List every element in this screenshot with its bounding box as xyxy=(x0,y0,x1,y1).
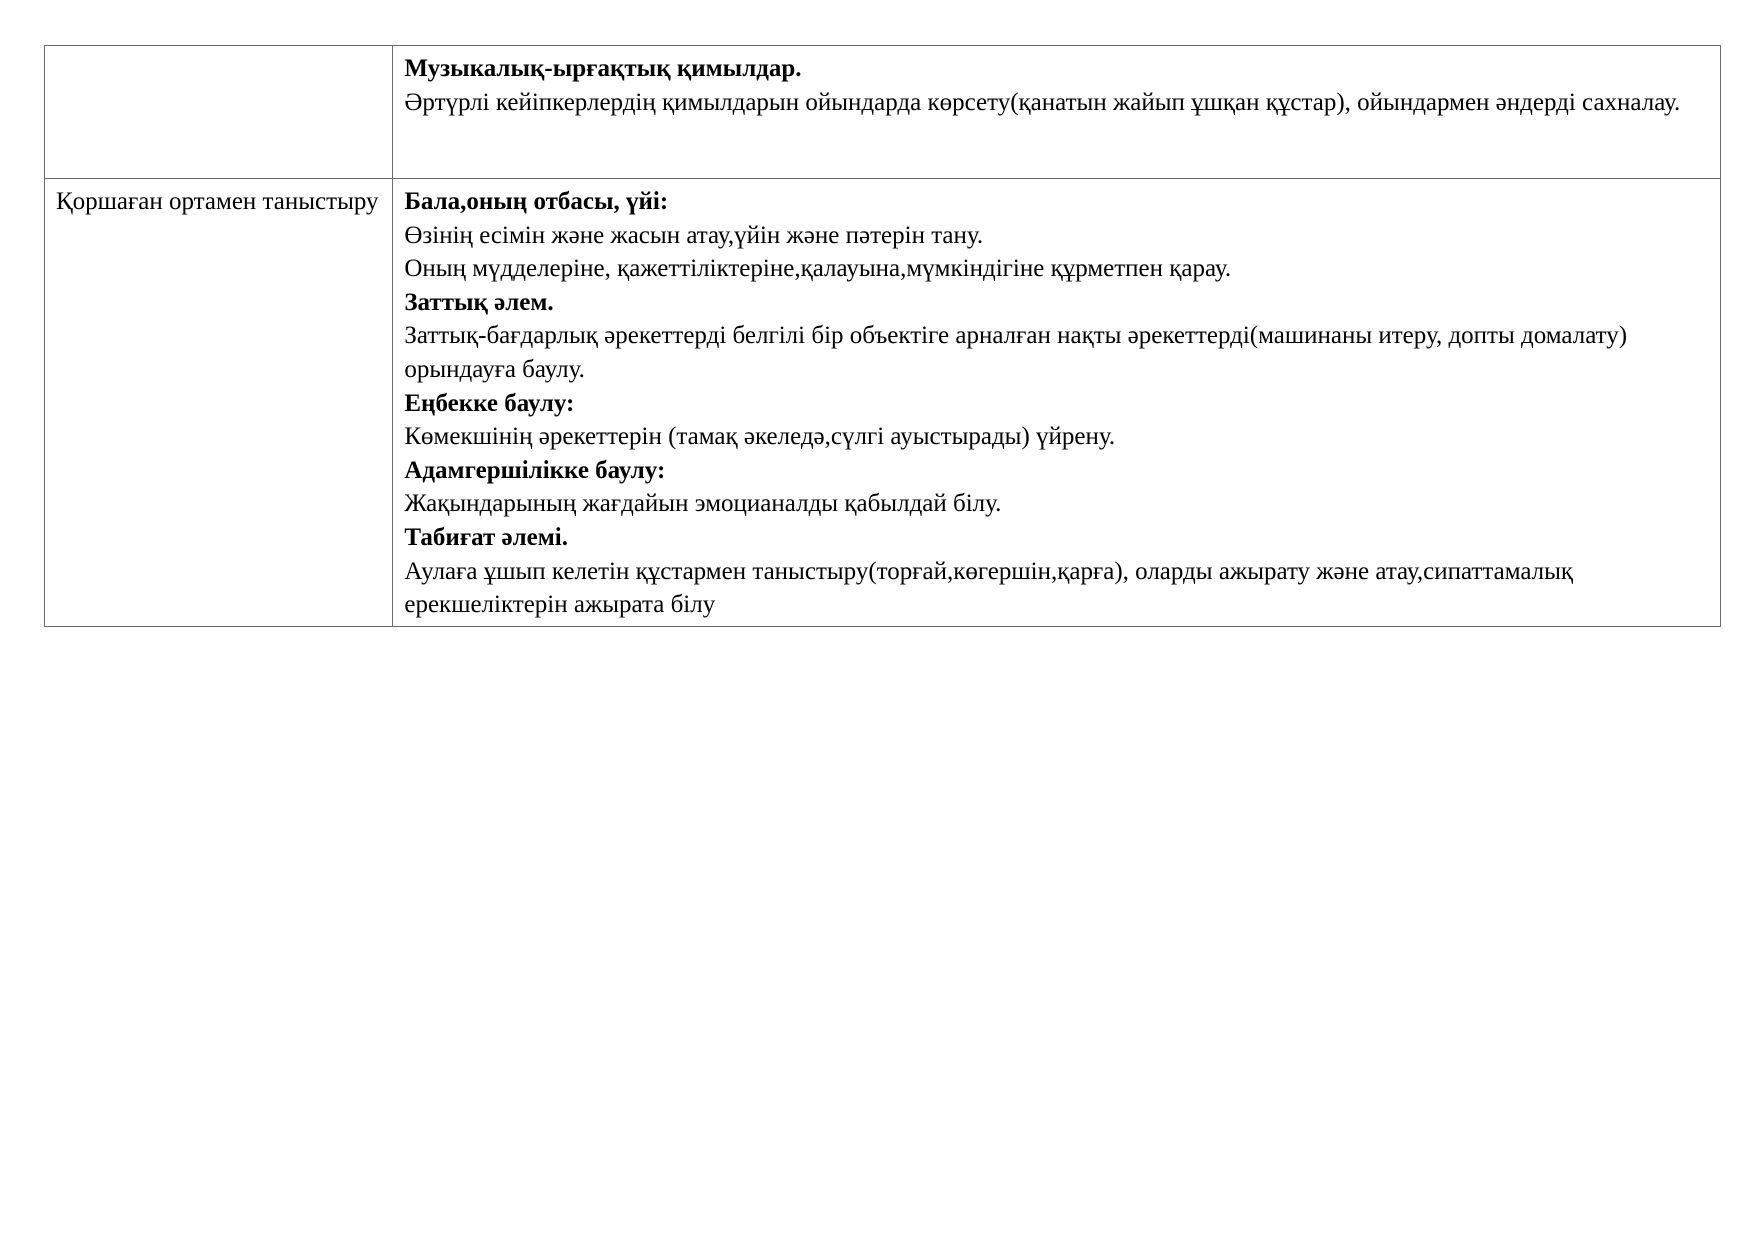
section-label-cell xyxy=(45,46,393,179)
objects-heading: Заттық әлем. xyxy=(404,288,554,316)
music-text: Әртүрлі кейіпкерлердің қимылдарын ойындарда көрсету(қанатын жайып ұшқан құстар), ойындармен әндерді сахналау. xyxy=(404,88,1681,116)
table-row-environment xyxy=(45,179,1721,627)
nature-heading: Табиғат әлемі. xyxy=(404,523,568,551)
content-cell xyxy=(393,179,1721,627)
nature-text: Аулаға ұшып келетін құстармен таныстыру(торғай,көгершін,қарға), оларды ажырату және атау,сипаттамалық ерекшеліктерін ажырата білу xyxy=(404,557,1574,619)
section-label-cell: Қоршаған ортамен таныстыру xyxy=(45,179,393,627)
family-heading: Бала,оның отбасы, үйі: xyxy=(404,188,669,215)
table-row-music xyxy=(45,46,1721,179)
family-text: Өзінің есімін және жасын атау,үйін және пәтерін тану. xyxy=(404,221,984,249)
content-cell xyxy=(393,46,1721,179)
morality-heading: Адамгершілікке баулу: xyxy=(404,456,666,484)
morality-text: Жақындарының жағдайын эмоцианалды қабылдай білу. xyxy=(404,490,1002,518)
curriculum-table xyxy=(44,45,1721,627)
objects-text: Заттық-бағдарлық әрекеттерді белгілі бір объектіге арналған нақты әрекеттерді(машинаны итеру, допты домалату) орындауға баулу. xyxy=(404,322,1628,383)
family-text: Оның мүдделеріне, қажеттіліктеріне,қалауына,мүмкіндігіне құрметпен қарау. xyxy=(404,255,1232,283)
music-heading: Музыкалық-ырғақтық қимылдар. xyxy=(404,55,802,82)
labor-heading: Еңбекке баулу: xyxy=(404,389,575,417)
labor-text: Көмекшінің әрекеттерін (тамақ әкеледә,сүлгі ауыстырады) үйрену. xyxy=(404,423,1116,451)
